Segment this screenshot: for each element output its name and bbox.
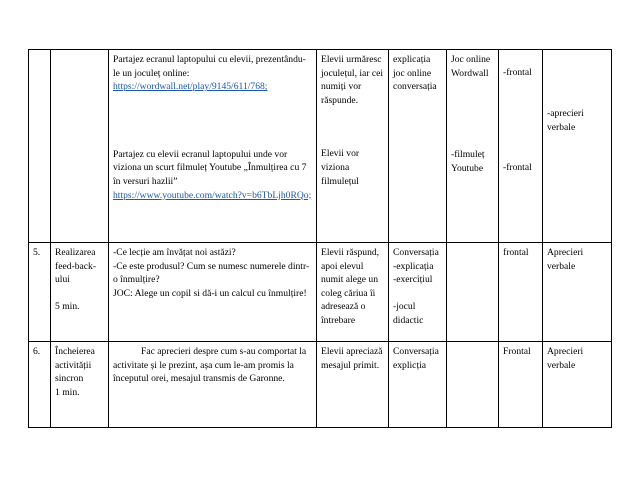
activity-line: le un joculeț online: [113, 67, 190, 79]
evaluation-cell: Aprecieri verbale [543, 342, 612, 428]
stage-cell: Realizarea feed-back- ului 5 min. [51, 243, 109, 342]
students-cell: Elevii urmăresc jocul​ețul, iar cei numiți vor răspunde. Elevii vor viziona filmulețul [317, 50, 389, 243]
methods-cell: Conversația -explicația -exercițiul -jocul didactic [389, 243, 447, 342]
activity-line: în versuri hazlii” [113, 175, 178, 187]
lesson-plan-table [28, 49, 612, 428]
step-number-cell [29, 50, 51, 243]
table-row [29, 243, 612, 342]
organization-cell: Frontal [499, 342, 543, 428]
resources-cell: Joc online Wordwall -filmuleț Youtube [447, 50, 499, 243]
organization-cell: -frontal -frontal [499, 50, 543, 243]
stage-cell: Încheierea activității sincron 1 min. [51, 342, 109, 428]
evaluation-cell: Aprecieri verbale [543, 243, 612, 342]
organization-cell: frontal [499, 243, 543, 342]
activity-line: Partajez cu elevii ecranul laptopului unde vor [113, 148, 288, 160]
step-number-cell: 5. [29, 243, 51, 342]
students-cell: Elevii răspund, apoi elevul numit alege un coleg căriua îi adresează o întrebare [317, 243, 389, 342]
methods-cell: explicația joc online conversația [389, 50, 447, 243]
activity-line: viziona un scurt filmuleț Youtube „Înmulțirea cu 7 [113, 162, 307, 174]
stage-cell [51, 50, 109, 243]
table-row [29, 342, 612, 428]
activities-cell: Fac aprecieri despre cum s-au comportat la activitate și le prezint, așa cum le-am promis la începutul orei, mesajul transmis de Garonne. [109, 342, 317, 428]
activity-line: Partajez ecranul laptopului cu elevii, prezentându- [113, 54, 306, 65]
step-number-cell: 6. [29, 342, 51, 428]
youtube-link[interactable]: https://www.youtube.com/watch?v=b6TbLjh0RQo; [113, 189, 312, 201]
evaluation-cell: -aprecieri verbale [543, 50, 612, 243]
table-row [29, 50, 612, 243]
methods-cell: Conversația explicția [389, 342, 447, 428]
students-cell: Elevii apreciază mesajul primit. [317, 342, 389, 428]
activities-cell [109, 50, 317, 243]
resources-cell [447, 342, 499, 428]
activities-cell: -Ce lecție am învățat noi astăzi? -Ce este produsul? Cum se numesc numerele dintr- o înmulțire? JOC: Alege un copil si dă-i un calcul cu înmulțire! [109, 243, 317, 342]
wordwall-link[interactable]: https://wordwall.net/play/9145/611/768; [113, 81, 268, 93]
resources-cell [447, 243, 499, 342]
